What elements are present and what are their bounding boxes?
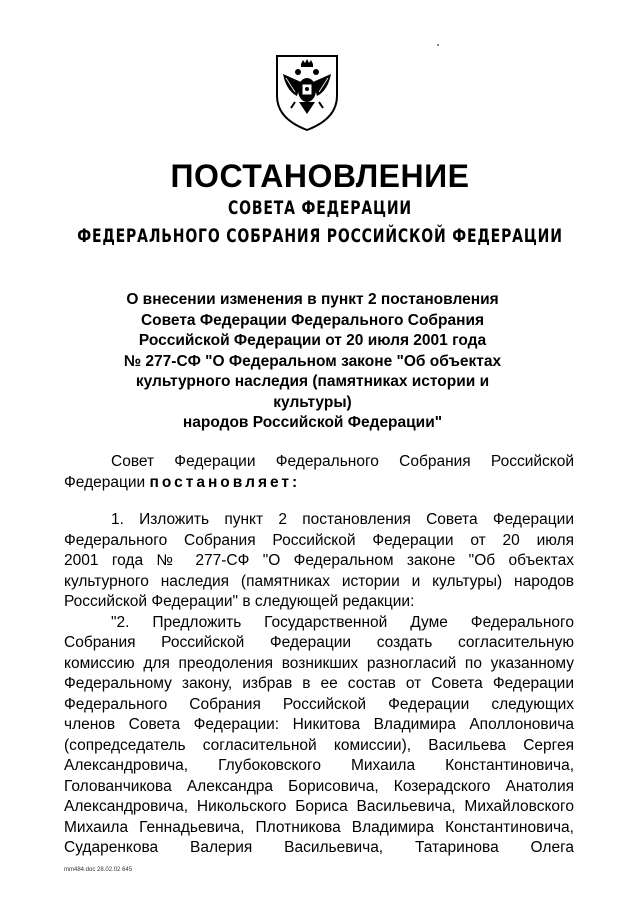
body-line: комиссию для преодоления возникших разногласий по указанному <box>64 654 574 672</box>
subject-line: культурного наследия (памятниках истории и культуры) <box>135 373 490 411</box>
body-line: Собрания Российской Федерации создать согласительную <box>64 634 574 651</box>
scan-dot <box>437 44 439 46</box>
file-footer: mm484.doc 28.02.02 645 <box>64 867 133 873</box>
preamble-line <box>64 473 574 494</box>
body-line: Голованчикова Александра Борисовича, Козерадского Анатолия <box>64 777 574 795</box>
body-line: 2001 года № 277-СФ "О Федеральном законе "Об объектах <box>64 552 574 569</box>
subject-line: Российской Федерации от 20 июля 2001 года <box>138 332 487 349</box>
subject-line: народов Российской Федерации" <box>182 414 443 431</box>
body-line: Российской Федерации" в следующей редакции: <box>64 593 415 610</box>
document-title: ПОСТАНОВЛЕНИЕ <box>170 158 470 194</box>
preamble <box>64 452 574 493</box>
body-line: Александровича, Никольского Бориса Васильевича, Михайловского <box>64 798 574 815</box>
issuer-line-1: СОВЕТА ФЕДЕРАЦИИ <box>227 197 412 219</box>
subject-line: № 277-СФ "О Федеральном законе "Об объектах <box>123 352 502 370</box>
subject-line: Совета Федерации Федерального Собрания <box>140 311 485 329</box>
body-line: Федерального Собрания Российской Федерации от 20 июля <box>64 531 574 549</box>
body-line: "2. Предложить Государственной Думе Федерального <box>111 613 574 631</box>
body-line: Сударенкова Валерия Васильевича, Татаринова Олега <box>64 839 574 856</box>
russian-coat-of-arms-icon <box>271 52 343 132</box>
body-line: Федеральному закону, избрав в ее состав от Совета Федерации <box>64 675 574 692</box>
document-subject <box>100 290 525 434</box>
document-body <box>64 510 574 859</box>
body-line: Александровича, Глубоковского Михаила Константиновича, <box>64 757 574 774</box>
body-line: Михаила Геннадьевича, Плотникова Владимира Константиновича, <box>64 818 574 836</box>
body-line: членов Совета Федерации: Никитова Владимира Аполлоновича <box>64 716 574 733</box>
preamble-verb: постановляет: <box>149 473 301 491</box>
subject-line: О внесении изменения в пункт 2 постановления <box>126 291 499 308</box>
preamble-line: Совет Федерации Федерального Собрания Российской <box>111 453 574 470</box>
body-line: культурного наследия (памятниках истории и культуры) народов <box>64 572 574 590</box>
issuer-line-2: ФЕДЕРАЛЬНОГО СОБРАНИЯ РОССИЙСКОЙ ФЕДЕРАЦИИ <box>77 225 563 247</box>
body-line: Федерального Собрания Российской Федерации следующих <box>64 695 574 713</box>
preamble-text: Федерации <box>64 473 150 491</box>
body-line: 1. Изложить пункт 2 постановления Совета Федерации <box>111 511 574 528</box>
body-line: (сопредседатель согласительной комиссии), Васильева Сергея <box>64 736 574 754</box>
